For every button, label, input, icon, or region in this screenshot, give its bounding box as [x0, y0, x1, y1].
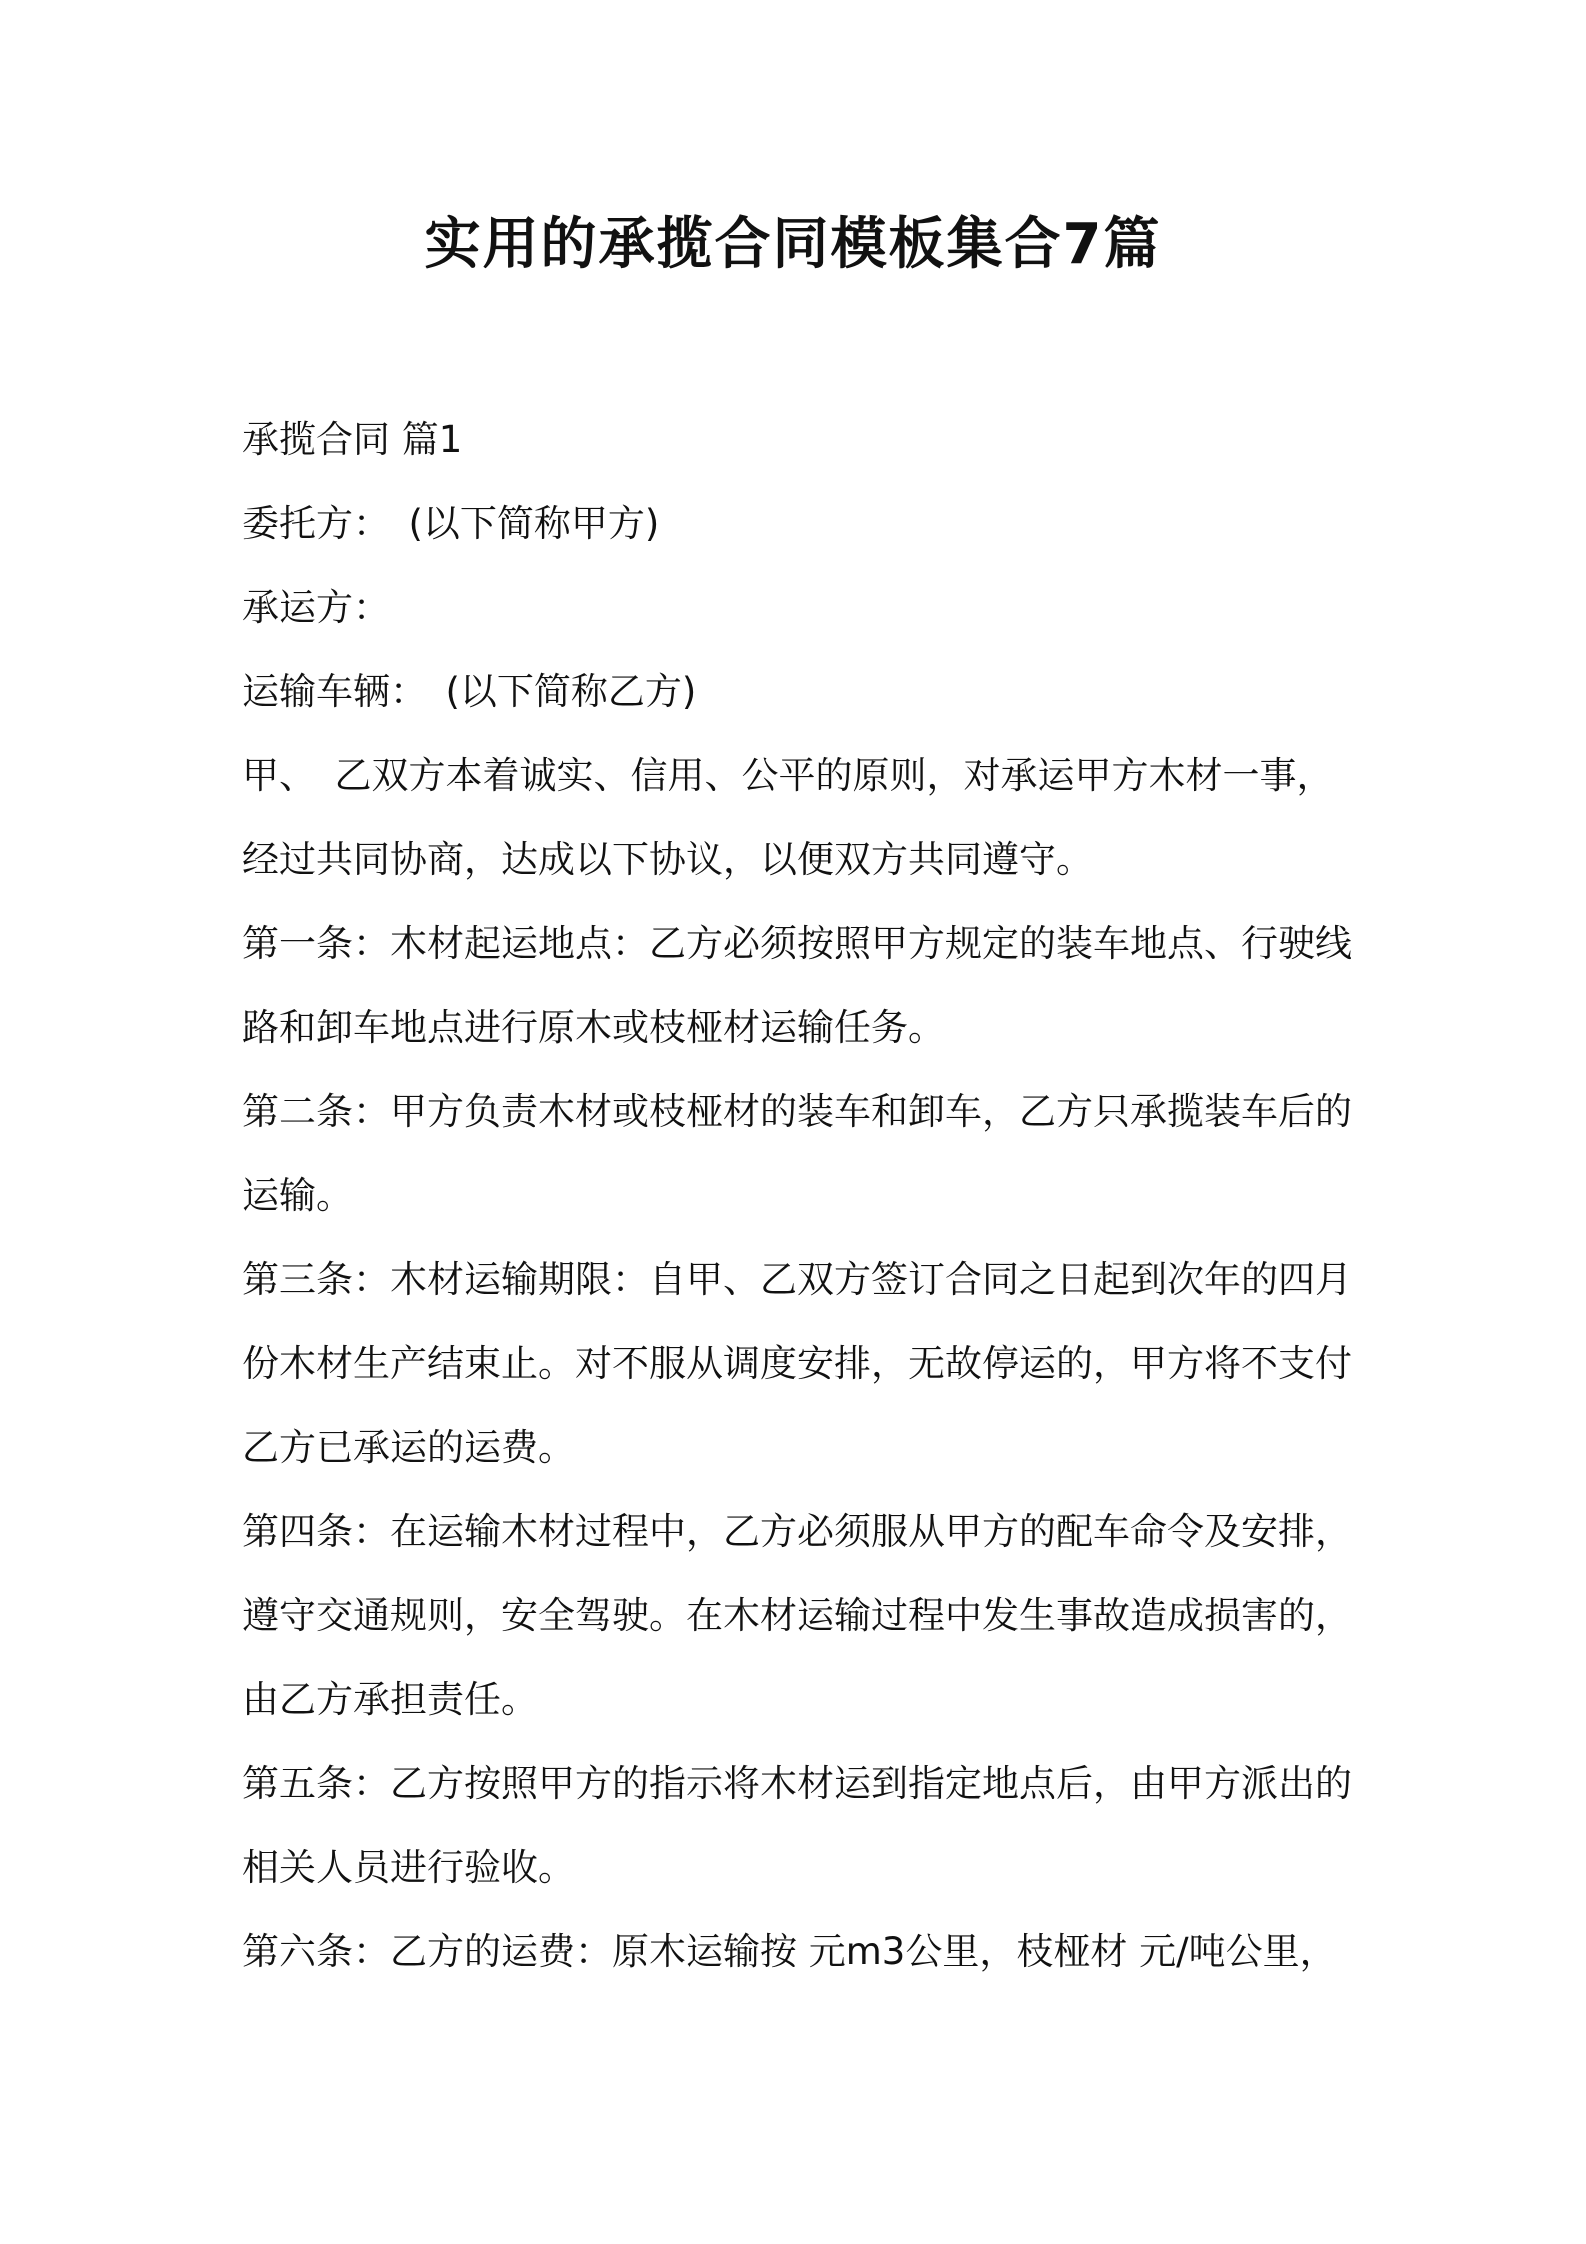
article-2-line: 运输。	[242, 1174, 353, 1217]
article-4-line: 遵守交通规则，安全驾驶。在木材运输过程中发生事故造成损害的，	[242, 1594, 1352, 1637]
article-1-line: 路和卸车地点进行原木或枝桠材运输任务。	[242, 1006, 945, 1049]
section-heading: 承揽合同 篇1	[242, 418, 463, 461]
paragraph-line: 经过共同协商，达成以下协议，以便双方共同遵守。	[242, 838, 1093, 881]
article-4-line: 由乙方承担责任。	[242, 1678, 538, 1721]
article-5-line: 第五条：乙方按照甲方的指示将木材运到指定地点后，由甲方派出的	[242, 1762, 1352, 1805]
carrier-line: 承运方：	[242, 586, 390, 629]
article-3-line: 份木材生产结束止。对不服从调度安排，无故停运的，甲方将不支付	[242, 1342, 1352, 1385]
document-title: 实用的承揽合同模板集合7篇	[424, 212, 1162, 277]
article-2-line: 第二条：甲方负责木材或枝桠材的装车和卸车，乙方只承揽装车后的	[242, 1090, 1352, 1133]
article-3-line: 乙方已承运的运费。	[242, 1426, 575, 1469]
article-4-line: 第四条：在运输木材过程中，乙方必须服从甲方的配车命令及安排，	[242, 1510, 1352, 1553]
article-5-line: 相关人员进行验收。	[242, 1846, 575, 1889]
document-body	[242, 398, 1362, 1994]
article-3-line: 第三条：木材运输期限：自甲、乙双方签订合同之日起到次年的四月	[242, 1258, 1352, 1301]
article-6-line: 第六条：乙方的运费：原木运输按 元m3公里，枝桠材 元/吨公里，	[242, 1930, 1337, 1973]
article-1-line: 第一条：木材起运地点：乙方必须按照甲方规定的装车地点、行驶线	[242, 922, 1352, 965]
paragraph-line: 甲、 乙双方本着诚实、信用、公平的原则，对承运甲方木材一事，	[242, 754, 1334, 797]
party-a-line: 委托方： (以下简称甲方)	[242, 502, 660, 545]
vehicle-line: 运输车辆： (以下简称乙方)	[242, 670, 697, 713]
